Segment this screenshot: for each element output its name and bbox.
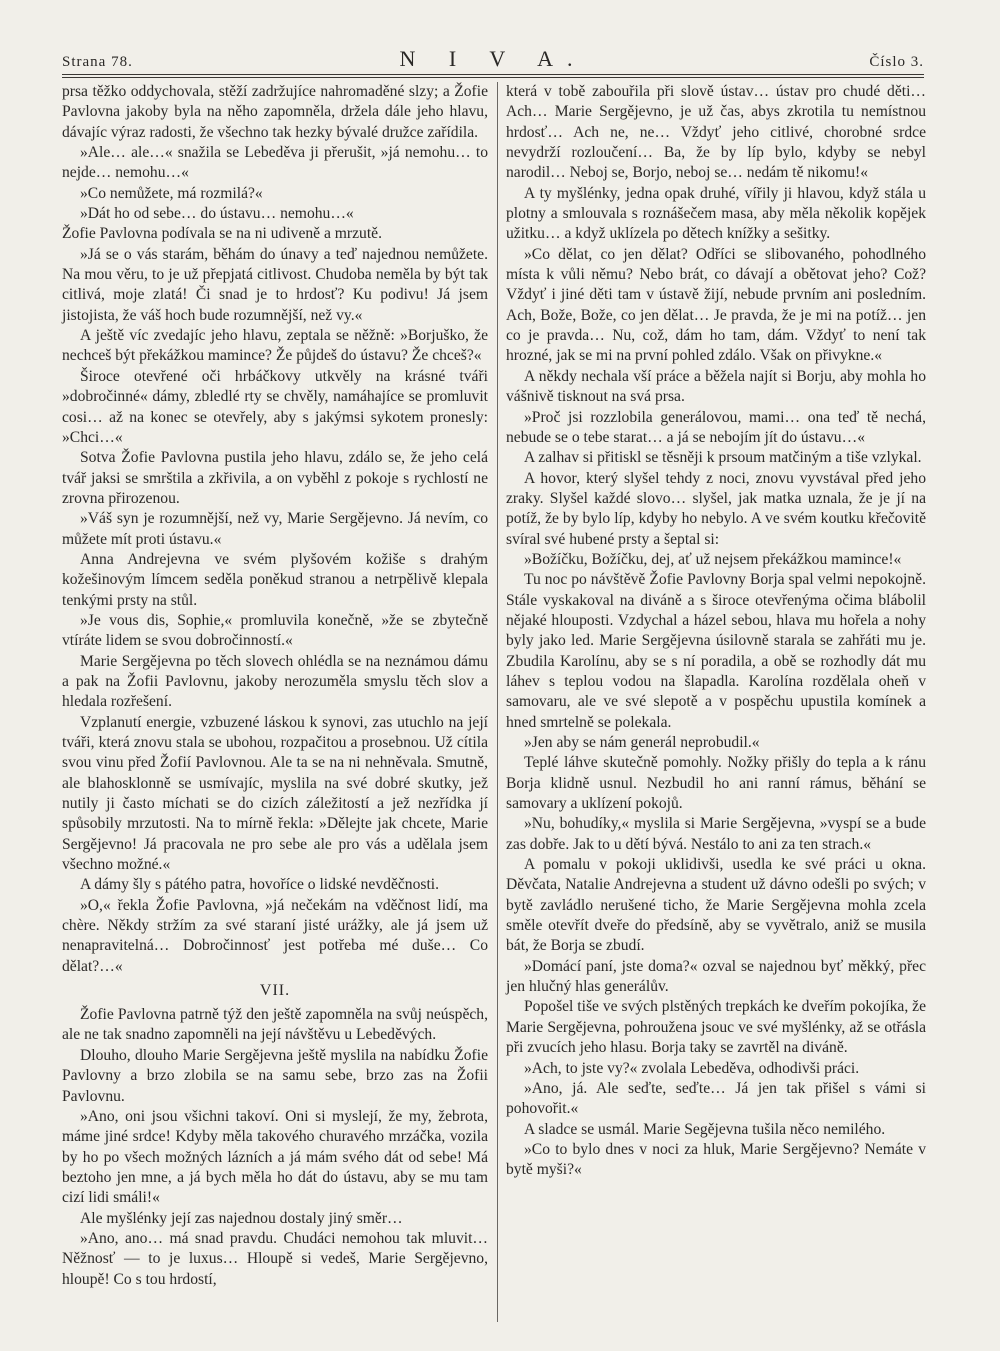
paragraph: Teplé láhve skutečně pomohly. Nožky přišly do tepla a k ránu Borja klidně usnul. Nezbudil ho ani ranní rámus, běhání se samovary a uklízení pokojů. — [506, 754, 926, 813]
paragraph: »Ano, ano… má snad pravdu. Chudáci nemohou tak mluvit… Něžnosť — to je luxus… Hloupě si vedeš, Marie Sergějevno, hloupě! Co s tou hrdostí, — [62, 1229, 488, 1288]
paragraph: »O,« řekla Žofie Pavlovna, »já nečekám na vděčnost lidí, ma chère. Někdy stržím za své staraní jisté urážky, ale já jsem už nenapravitelná… Dobročinnosť jest potřeba mé duše… Co dělat?…« — [62, 896, 488, 975]
paragraph: Žofie Pavlovna podívala se na ni udiveně a mrzutě. — [62, 225, 382, 243]
issue-number: Číslo 3. — [869, 54, 924, 70]
paragraph: A sladce se usmál. Marie Segějevna tušila něco nemilého. — [524, 1120, 886, 1138]
paragraph: »Ale… ale…« snažila se Lebeděva ji přerušit, »já nemohu… to nejde… nemohu…« — [62, 144, 488, 182]
paragraph: Dlouho, dlouho Marie Sergějevna ještě myslila na nabídku Žofie Pavlovny a brzo zlobila se na samu sebe, brzo zas na Žofii Pavlovnu. — [62, 1046, 488, 1105]
right-text-column — [506, 82, 926, 1181]
paragraph: »Co nemůžete, má rozmilá?« — [80, 184, 263, 202]
header-rule — [62, 74, 924, 75]
chapter-heading: VII. — [259, 982, 291, 1000]
paragraph: »Jen aby se nám generál neprobudil.« — [524, 734, 760, 751]
paragraph: Popošel tiše ve svých plstěných trepkách ke dveřím pokojíka, že Marie Sergějevna, pohroužena jsouc ve své myšlénky, až se otřásla při zvucích jeho hlasu. Borja taky se zavrtěl na diváně. — [506, 998, 926, 1057]
paragraph: Žofie Pavlovna patrně týž den ještě zapomněla na svůj neúspěch, ale ne tak snadno zapomněli na její návštěvu u Lebeděvých. — [62, 1006, 488, 1044]
paragraph: A někdy nechala vší práce a běžela najít si Borju, aby mohla ho vášnivě tisknout na svá prsa. — [506, 367, 926, 406]
paragraph: Ale myšlénky její zas najednou dostaly jiný směr… — [80, 1209, 403, 1227]
page-header — [62, 44, 924, 74]
paragraph: »Je vous dis, Sophie,« promluvila konečně, »že se zbytečně vtíráte lidem se svou dobročinností.« — [62, 611, 488, 650]
paragraph: »Dát ho od sebe… do ústavu… nemohu…« — [80, 205, 354, 223]
header-rule-thin — [62, 77, 924, 78]
paragraph: A pomalu v pokoji uklidivši, usedla ke své práci u okna. Děvčata, Natalie Andrejevna a student už dávno odešli po svých; v bytě zavládlo nerušené ticho, že Marie Sergějevna mohla zcela směle otevřít dveře do předsíně, aby se vyvětralo, aniž se musila bát, že Borja se zbudí. — [506, 856, 926, 955]
paragraph: A dámy šly s pátého patra, hovoříce o lidské nevděčnosti. — [80, 876, 440, 894]
paragraph: »Váš syn je rozumnější, než vy, Marie Sergějevno. Já nevím, co můžete mít proti ústavu.« — [62, 510, 488, 548]
paragraph: Vzplanutí energie, vzbuzené láskou k synovi, zas utuchlo na její tváři, která znovu stala se ubohou, rozpačitou a prosebnou. Už cítila svou vinu před Žofií Pavlovnou. Ale ta se na ni nehněvala. Smutně, ale blahosklonně se usmívajíc, myslila na své dobré skutky, jež nutily ji často míchati se do cizích záležitostí a jež nezřídka jí spůsobily mrzutosti. Na to mírně řekla: »Dělejte jak chcete, Marie Sergějevno! Já pracovala ne pro sebe ale pro vás a udělala jsem všechno možné.« — [62, 713, 488, 874]
paragraph: Marie Sergějevna po těch slovech ohlédla se na neznámou dámu a pak na Žofii Pavlovnu, jakoby nerozuměla smyslu těch slov a hledala rozřešení. — [62, 652, 488, 711]
paragraph: A ještě víc zvedajíc jeho hlavu, zeptala se něžně: »Borjuško, že nechceš být překážkou mamince? Že půjdeš do ústavu? Že chceš?« — [62, 327, 488, 365]
paragraph: A zalhav si přitiskl se těsněji k prsoum matčiným a tiše vzlykal. — [524, 449, 922, 467]
paragraph: Široce otevřené oči hrbáčkovy utkvěly na krásné tváři »dobročinné« dámy, zbledlé rty se chvěly, namáhajíce se promluvit cosi… až na konec se otevřely, aby s jakýmsi sykotem pronesly: »Chci…« — [62, 367, 488, 446]
paragraph: Anna Andrejevna ve svém plyšovém kožiše s drahým kožešinovým límcem seděla poněkud stranou a netrpělivě klepala tenkými prsty na stůl. — [62, 550, 488, 609]
paragraph: která v tobě zabouřila při slově ústav… ústav pro chudé děti… Ach… Marie Sergějevno, je už čas, abys zkrotila tu nemístnou hrdosť… Ach ne, ne… Vždyť jeho citlivé, chorobné srdce nevydrží rozloučení… Ba, že by líp bylo, kdyby se nebyl narodil… Neboj se, Borjo, neboj se… nedám tě nikomu!« — [506, 83, 926, 182]
page-number: Strana 78. — [62, 54, 133, 70]
paragraph: »Co dělat, co jen dělat? Odříci se slibovaného, pohodlného místa k vůli němu? Nebo brát, co dávají a obětovat jeho? Což? Vždyť i jiné děti tam v ústavě žijí, nebude prvním ani posledním. Ach, Bože, Bože, co jen dělat… Je pravda, že je mi na potíž… jen co je pravda… Nu, což, dám ho tam, dám. Vždyť to není tak hrozné, jak se mi na první pohled zdálo. Však on přivykne.« — [506, 245, 926, 365]
paragraph: A ty myšlénky, jedna opak druhé, vířily ji hlavou, když stála u plotny a smlouvala s roznášečem masa, aby měla několik kopějek užitku… a když uklízela po dětech knížky a sešitky. — [506, 184, 926, 243]
paragraph: »Proč jsi rozzlobila generálovou, mami… ona teď tě nechá, nebude se o tebe starat… a já se nebojím jít do ústavu…« — [506, 408, 926, 446]
paragraph: »Nu, bohudíky,« myslila si Marie Sergějevna, »vyspí se a bude zas dobře. Jak to u dětí bývá. Nestálo to ani za ten strach.« — [506, 815, 926, 853]
paragraph: »Božíčku, Božíčku, dej, ať už nejsem překážkou mamince!« — [524, 550, 902, 568]
paragraph: Tu noc po návštěvě Žofie Pavlovny Borja spal velmi nepokojně. Stále vyskakoval na diváně a s široce otevřenýma očima blábolil nějaké hlouposti. Vzdychal a házel sebou, hlava mu hořela a nohy byly jako led. Marie Sergějevna úsilovně starala se zahřáti mu je. Zbudila Karolínu, aby se s ní poradila, a obě se rozhodly dát mu láhev s teplou vodou na šlapadla. Karolína rozdělala oheň v samovaru, ale ve své slepotě a v pospěchu upustila komínek a hned smrtelně se polekala. — [506, 571, 926, 731]
paragraph: »Já se o vás starám, běhám do únavy a teď najednou nemůžete. Na mou věru, to je už přepjatá citlivost. Chudoba neměla by být tak citlivá, moje zlatá! Či snad je to hrdosť? Ku podivu! Já jsem jistojista, že váš hoch bude rozumnější, než vy.« — [62, 245, 488, 324]
paragraph: Sotva Žofie Pavlovna pustila jeho hlavu, zdálo se, že jeho celá tvář jaksi se smrštila a zkřivila, a on vyběhl z pokoje s rychlostí ne zrovna přirozenou. — [62, 449, 488, 507]
paragraph: »Domácí paní, jste doma?« ozval se najednou byť měkký, přec jen hlučný hlas generálův. — [506, 957, 926, 996]
paragraph: »Ano, já. Ale seďte, seďte… Já jen tak přišel s vámi si pohovořit.« — [506, 1079, 926, 1118]
paragraph: »Ano, oni jsou všichni takoví. Oni si myslejí, že my, žebrota, máme jiné srdce! Kdyby měla takového churavého mrzáčka, vozila by ho po všech možných lázních a já mám svého dát od sebe! Má beztoho jen mne, a já bych měla ho dát do ústavu, aby se mu tam cizí lidi smáli!« — [62, 1107, 488, 1207]
paragraph: prsa těžko oddychovala, stěží zadržujíce nahromaděné slzy; a Žofie Pavlovna jakoby byla na něho zapomněla, držela dále jeho hlavu, dávajíc výraz radosti, že všechno tak hezky bývalé družce zařídila. — [62, 83, 488, 141]
paragraph: A hovor, který slyšel tehdy z noci, znovu vyvstával před jeho zraky. Slyšel každé slovo… slyšel, jak matka uznala, že je jí na potíž, že by bylo líp, kdyby ho nebylo. A ve svém koutku křečovitě svíral své hubené prsty a šeptal si: — [506, 469, 926, 548]
paragraph: »Co to bylo dnes v noci za hluk, Marie Sergějevno? Nemáte v bytě myši?« — [506, 1140, 926, 1179]
journal-title: N I V A. — [399, 46, 587, 71]
left-text-column — [62, 82, 488, 1290]
paragraph: »Ach, to jste vy?« zvolala Lebeděva, odhodivši práci. — [524, 1059, 860, 1077]
column-divider — [497, 82, 498, 1322]
